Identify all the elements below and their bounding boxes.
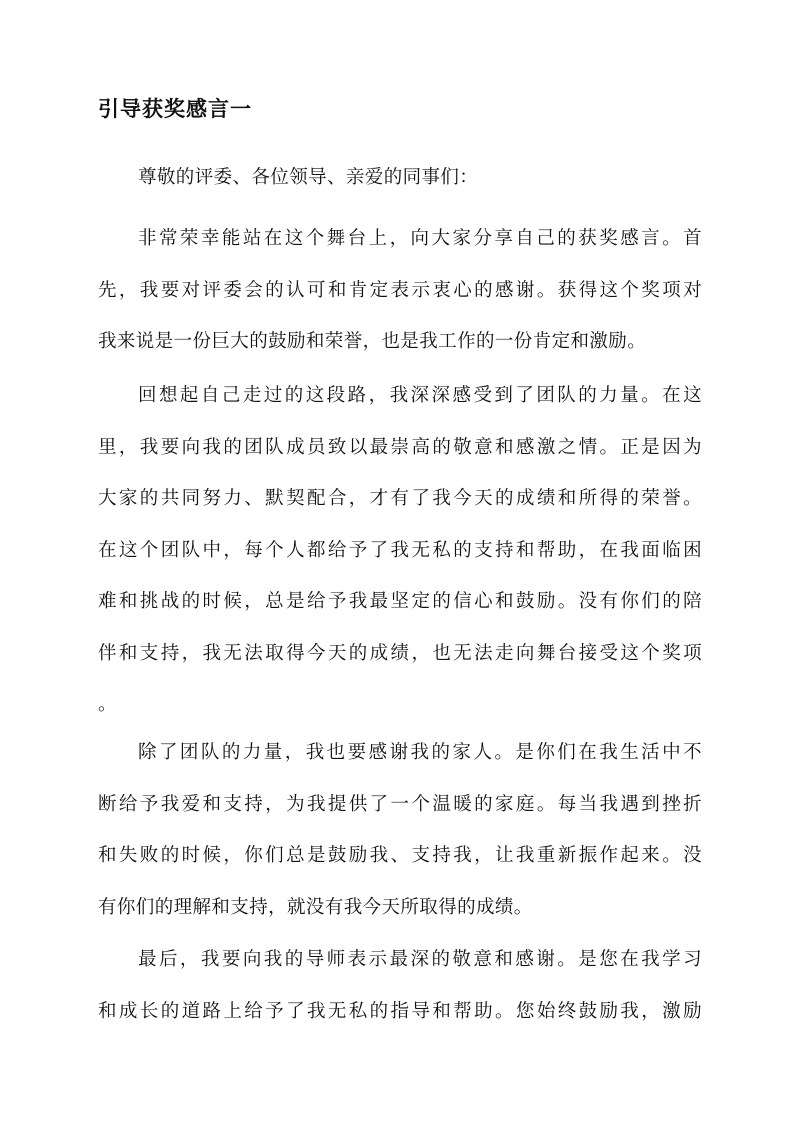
paragraph-2: [98, 370, 702, 731]
paragraph-line: 先，我要对评委会的认可和肯定表示衷心的感谢。获得这个奖项对: [98, 279, 702, 301]
paragraph-line: 和成长的道路上给予了我无私的指导和帮助。您始终鼓励我，激励: [98, 1000, 702, 1022]
paragraph-line: 最后，我要向我的导师表示最深的敬意和感谢。是您在我学习: [138, 949, 702, 970]
paragraph-line: 断给予我爱和支持，为我提供了一个温暖的家庭。每当我遇到挫折: [98, 793, 702, 815]
document-title: 引导获奖感言一: [98, 96, 252, 121]
paragraph-line: 伴和支持，我无法取得今天的成绩，也无法走向舞台接受这个奖项: [98, 642, 702, 664]
paragraph-line: 有你们的理解和支持，就没有我今天所取得的成绩。: [98, 896, 533, 918]
paragraph-line: 除了团队的力量，我也要感谢我的家人。是你们在我生活中不: [138, 742, 702, 763]
paragraph-line: 我来说是一份巨大的鼓励和荣誉，也是我工作的一份肯定和激励。: [98, 331, 647, 352]
paragraph-line: 难和挑战的时候，总是给予我最坚定的信心和鼓励。没有你们的陪: [98, 591, 702, 612]
paragraph-line: 。: [98, 694, 117, 715]
greeting-line: 尊敬的评委、各位领导、亲爱的同事们：: [138, 167, 479, 188]
paragraph-3: [98, 727, 702, 933]
paragraph-line: 里，我要向我的团队成员致以最崇高的敬意和感激之情。正是因为: [98, 436, 702, 458]
paragraph-1: [98, 213, 702, 368]
paragraph-line: 非常荣幸能站在这个舞台上，向大家分享自己的获奖感言。首: [138, 228, 702, 249]
paragraph-line: 和失败的时候，你们总是鼓励我、支持我，让我重新振作起来。没: [98, 845, 702, 866]
paragraph-line: 大家的共同努力、默契配合，才有了我今天的成绩和所得的荣誉。: [98, 488, 702, 509]
paragraph-4: [98, 934, 702, 1037]
greeting-paragraph: [98, 152, 702, 204]
paragraph-line: 在这个团队中，每个人都给予了我无私的支持和帮助，在我面临困: [98, 539, 702, 561]
paragraph-line: 回想起自己走过的这段路，我深深感受到了团队的力量。在这: [138, 385, 702, 406]
